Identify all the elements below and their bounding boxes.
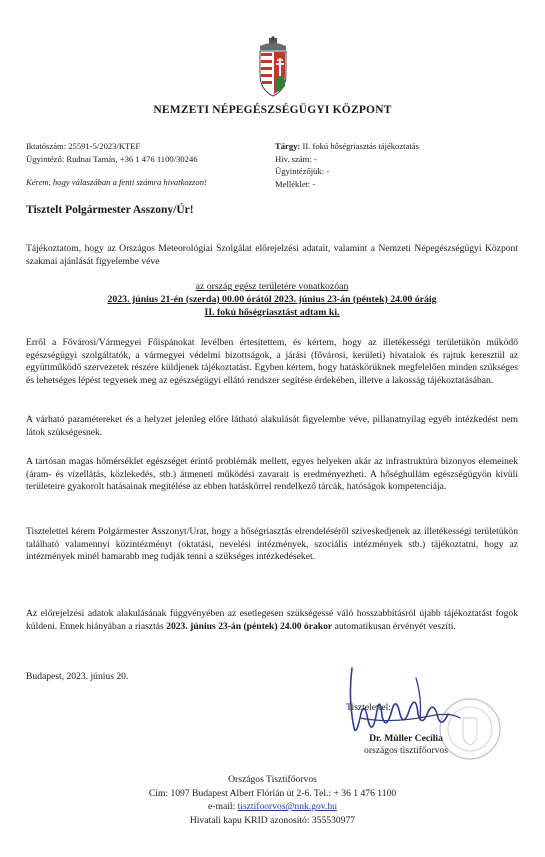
footer-title: Országos Tisztifőorvos [228,774,317,785]
announcement-scope: az ország egész területére vonatkozóan [195,281,349,292]
email-link[interactable]: tisztifoorvos@nnk.gov.hu [237,801,337,813]
paragraph-2: A várható paramétereket és a helyzet jelenleg előre látható alakulását figyelembe véve, pillanatnyilag egyéb intézkedést nem látok szükségesnek. [26,414,518,438]
paragraph-4: Tisztelettel kérem Polgármester Asszonyt/Urat, hogy a hőségriasztás elrendeléséről szíveskedjenek az illetékességi területükön található valamennyi közintézményt (oktatási, nevelési intézmények, szociális intézmények stb.) tájékoztatni, hogy az intézmények minél hamarabb meg tudják tenni a szükséges intézkedéseket. [26,526,518,563]
announcement [26,281,518,319]
organization-name: NEMZETI NÉPEGÉSZSÉGÜGYI KÖZPONT [153,104,392,116]
subject-line: Tárgy: II. fokú hőségriasztás tájékoztatás [275,141,419,151]
announcement-period: 2023. június 21-én (szerda) 00.00 órától 2023. június 23-án (péntek) 24.00 óráig [107,293,437,305]
announcement-level: II. fokú hőségriasztást adtam ki. [204,306,340,318]
case-officer: Ügyintéző: Rudnai Tamás, +36 1 476 1100/30246 [26,153,198,164]
regards: Tisztelettel: [346,702,391,713]
footer-address: Cím: 1097 Budapest Albert Flórián út 2-6. Tel.: + 36 1 476 1100 [148,787,397,799]
footer [0,773,545,827]
footer-krid: Hivatali kapu KRID azonosító: 355530977 [189,814,356,826]
attachment: Melléklet: - [275,178,316,189]
intro-paragraph: Tájékoztatom, hogy az Országos Meteorológiai Szolgálat előrejelzési adatait, valamint a Nemzeti Népegészségügyi Központ szakmai ajánlását figyelembe véve [26,243,518,267]
their-reference: Hiv. szám: - [275,153,317,164]
coat-of-arms-icon [254,36,292,98]
paragraph-3: A tartósan magas hőmérséklet egészséget érintő problémák mellett, egyes helyeken akár az infrastruktúra bizonyos elemeinek (áram- és vízellátás, közlekedés, stb.) átmeneti működési zavarait is eredményezheti. A hőséghullám egészségügyön kívüli területeire gyakorolt hatásainak megítélése az ebben hatáskörrel rendelkező tárcák, hatóságok kompetenciája. [26,456,518,493]
footer-email-line: e-mail: tisztifoorvos@nnk.gov.hu [208,801,337,813]
signatory-name: Dr. Müller Cecília [369,733,443,744]
greeting: Tisztelt Polgármester Asszony/Úr! [26,204,194,216]
date-line: Budapest, 2023. június 20. [26,671,129,682]
paragraph-1: Erről a Fővárosi/Vármegyei Főispánokat levélben értesítettem, és kértem, hogy az illetékességi területükön működő egészségügyi szolgáltatók, a vármegyei védelmi bizottságok, a járási (fővárosi, kerületi) hivatalok és rajtuk keresztül az együttműködő szervezetek részére küldjenek tájékoztatást. Egyben kértem, hogy hatáskörüknek megfelelően minden szükséges és lehetséges lépést tegyenek meg az egészségügyi ellátó rendszer segítése érdekében, illetve a lakosság tájékoztatásában. [26,337,518,386]
paragraph-5: Az előrejelzési adatok alakulásának függvényében az esetlegesen szükségessé váló hosszabbításról újabb tájékoztatást fogok küldeni. Ennek hiányában a riasztás 2023. június 23-án (péntek) 24.00 órakor automatikusan érvényét veszíti. [26,608,518,632]
meta-right [275,140,525,190]
meta-left [26,140,276,189]
their-officer: Ügyintézőjük: - [275,166,330,176]
reference-note: Kérem, hogy válaszában a fenti számra hivatkozzon! [26,177,207,187]
reference-number: Iktatószám: 25591-5/2023/KTEF [26,141,141,151]
signatory-title: országos tisztifőorvos [364,745,448,756]
